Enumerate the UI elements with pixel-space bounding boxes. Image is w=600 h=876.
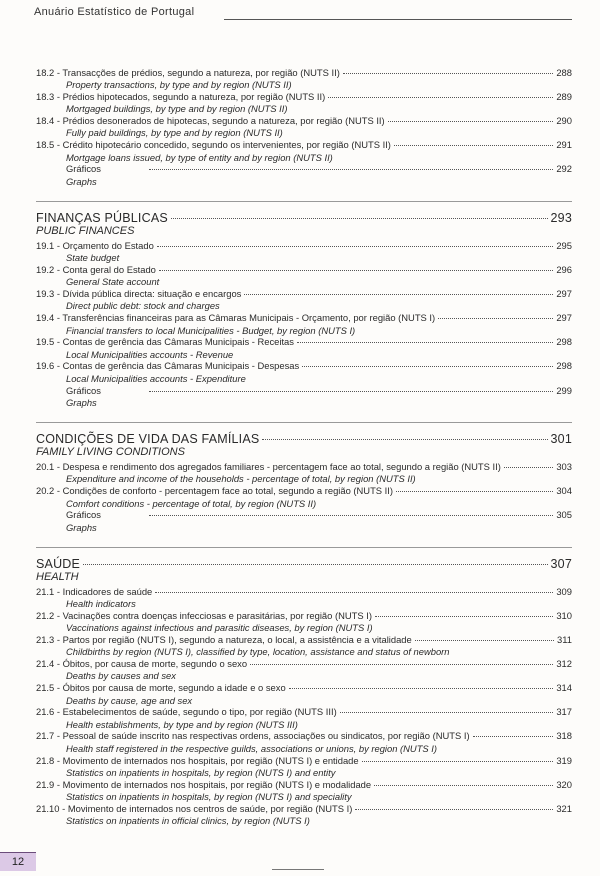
entry-title-pt: Indicadores de saúde bbox=[62, 585, 153, 597]
graphs-page: 305 bbox=[556, 509, 572, 521]
toc-entry[interactable] bbox=[36, 730, 572, 754]
toc-entry-line bbox=[36, 360, 572, 372]
entry-page: 303 bbox=[556, 461, 572, 473]
graphs-label-pt: Gráficos bbox=[66, 384, 101, 396]
entry-title-en: Comfort conditions - percentage of total, by region (NUTS II) bbox=[66, 497, 317, 509]
section-page: 307 bbox=[550, 556, 572, 571]
toc-entry[interactable] bbox=[36, 115, 572, 139]
toc-entry[interactable] bbox=[36, 336, 572, 360]
entry-title: 21.4 - Óbitos, por causa de morte, segundo o sexo bbox=[36, 658, 248, 670]
toc-entry-line bbox=[36, 336, 572, 348]
graphs-label-en: Graphs bbox=[66, 175, 97, 187]
entry-page: 310 bbox=[556, 610, 572, 621]
dot-leader bbox=[355, 809, 553, 810]
entry-title: 21.5 - Óbitos por causa de morte, segundo a idade e o sexo bbox=[36, 682, 286, 694]
graphs-label-en: Graphs bbox=[66, 521, 97, 533]
toc-entry-line bbox=[36, 610, 572, 622]
toc-entry-line bbox=[36, 485, 572, 497]
entry-number: 21.6 bbox=[36, 706, 55, 718]
entry-title-en: Health indicators bbox=[66, 598, 136, 610]
toc-entry-line bbox=[36, 779, 572, 791]
entry-title-en: Health staff registered in the respective guilds, associations or unions, by region (NUTS I) bbox=[66, 742, 438, 754]
graphs-label-pt: Gráficos bbox=[66, 509, 101, 521]
footer-rule bbox=[272, 869, 324, 870]
toc-entry-line bbox=[36, 288, 572, 300]
entry-page: 314 bbox=[556, 682, 572, 694]
toc-section bbox=[36, 422, 572, 534]
entry-title-pt: Vacinações contra doenças infecciosas e parasitárias, por região (NUTS I) bbox=[62, 610, 372, 621]
entry-title-pt: Crédito hipotecário concedido, segundo os intervenientes, por região (NUTS II) bbox=[62, 139, 391, 151]
entry-number: 20.1 bbox=[36, 461, 55, 473]
entry-title-pt: Estabelecimentos de saúde, segundo o tipo, por região (NUTS III) bbox=[62, 706, 337, 718]
dot-leader bbox=[149, 169, 553, 170]
entry-title-pt: Óbitos por causa de morte, segundo a idade e o sexo bbox=[62, 682, 286, 694]
entry-number: 19.2 bbox=[36, 264, 55, 276]
entry-title: 21.6 - Estabelecimentos de saúde, segundo o tipo, por região (NUTS III) bbox=[36, 706, 337, 718]
entry-number: 21.9 bbox=[36, 778, 55, 790]
entry-title-pt: Transacções de prédios, segundo a natureza, por região (NUTS II) bbox=[62, 67, 340, 78]
toc-entry[interactable] bbox=[36, 485, 572, 509]
toc-entry[interactable] bbox=[36, 240, 572, 264]
entry-title-en: General State account bbox=[66, 276, 160, 288]
entry-title: 19.1 - Orçamento do Estado bbox=[36, 239, 154, 251]
dot-leader bbox=[262, 439, 547, 440]
section-heading[interactable] bbox=[36, 211, 572, 225]
entry-title-pt: Movimento de internados nos hospitais, por região (NUTS I) e entidade bbox=[62, 754, 359, 766]
toc-entry-line bbox=[36, 658, 572, 670]
entry-page: 311 bbox=[557, 634, 572, 646]
dot-leader bbox=[328, 97, 553, 98]
toc-entry-line bbox=[36, 755, 572, 767]
entry-title-en: Statistics on inpatients in hospitals, by region (NUTS I) and speciality bbox=[66, 790, 352, 802]
toc-entry[interactable] bbox=[36, 610, 572, 634]
graphs-label-en: Graphs bbox=[66, 396, 97, 408]
entry-title-pt: Contas de gerência das Câmaras Municipais - Receitas bbox=[62, 336, 294, 348]
dot-leader bbox=[362, 761, 554, 762]
dot-leader bbox=[343, 73, 554, 74]
entry-title-pt: Contas de gerência das Câmaras Municipais - Despesas bbox=[62, 360, 300, 372]
entry-number: 21.1 bbox=[36, 585, 55, 597]
entry-title: 19.2 - Conta geral do Estado bbox=[36, 264, 156, 276]
entry-title: 21.1 - Indicadores de saúde bbox=[36, 585, 153, 597]
toc-entry-line bbox=[36, 91, 572, 103]
entry-number: 19.6 bbox=[36, 360, 55, 372]
entry-number: 19.1 bbox=[36, 239, 55, 251]
dot-leader bbox=[149, 515, 553, 516]
toc-entry-line bbox=[36, 264, 572, 276]
entry-title-pt: Pessoal de saúde inscrito nas respectivas ordens, associações ou sindicatos, por região (NUTS I) bbox=[62, 730, 470, 742]
toc-entry[interactable] bbox=[36, 312, 572, 336]
entry-title: 20.1 - Despesa e rendimento dos agregados familiares - percentagem face ao total, segundo a região (NUTS II) bbox=[36, 461, 501, 473]
toc-entry-line bbox=[36, 730, 572, 742]
entry-title: 21.7 - Pessoal de saúde inscrito nas respectivas ordens, associações ou sindicatos, por região (NUTS I) bbox=[36, 730, 470, 742]
entry-title-pt: Transferências financeiras para as Câmaras Municipais - Orçamento, por região (NUTS I) bbox=[62, 312, 436, 324]
toc-section bbox=[36, 547, 572, 827]
entry-title-en: Expenditure and income of the households - percentage of total, by region (NUTS II) bbox=[66, 473, 416, 485]
entry-title: 19.4 - Transferências financeiras para as Câmaras Municipais - Orçamento, por região (NUTS I) bbox=[36, 312, 436, 324]
toc-entry[interactable] bbox=[36, 67, 572, 91]
toc-entry-line bbox=[36, 803, 572, 815]
entry-page: 318 bbox=[556, 730, 572, 742]
section-title-pt: SAÚDE bbox=[36, 556, 81, 571]
section-title-en: HEALTH bbox=[36, 570, 79, 583]
entry-title: 19.5 - Contas de gerência das Câmaras Municipais - Receitas bbox=[36, 336, 294, 348]
entry-title-en: Mortgaged buildings, by type and by region (NUTS II) bbox=[66, 103, 288, 115]
entry-title-pt: Óbitos, por causa de morte, segundo o sexo bbox=[62, 658, 248, 670]
entry-page: 298 bbox=[556, 360, 572, 372]
entry-page: 309 bbox=[556, 585, 572, 597]
dot-leader bbox=[250, 664, 553, 665]
toc-entry[interactable] bbox=[36, 658, 572, 682]
dot-leader bbox=[394, 145, 553, 146]
toc-entry[interactable] bbox=[36, 91, 572, 115]
entry-title: 21.9 - Movimento de internados nos hospitais, por região (NUTS I) e modalidade bbox=[36, 778, 372, 790]
entry-number: 21.5 bbox=[36, 682, 55, 694]
entry-page: 297 bbox=[556, 288, 572, 300]
dot-leader bbox=[340, 712, 554, 713]
entry-number: 18.4 bbox=[36, 115, 55, 127]
entry-number: 18.2 bbox=[36, 67, 55, 78]
header-rule bbox=[224, 19, 572, 20]
toc-entry-line bbox=[36, 461, 572, 473]
entry-title: 18.4 - Prédios desonerados de hipotecas, segundo a natureza, por região (NUTS II) bbox=[36, 115, 385, 127]
entry-number: 21.10 bbox=[36, 802, 60, 814]
toc-entry[interactable] bbox=[36, 288, 572, 312]
graphs-entry[interactable] bbox=[36, 385, 572, 410]
graphs-line bbox=[66, 163, 572, 175]
entry-title: 21.8 - Movimento de internados nos hospitais, por região (NUTS I) e entidade bbox=[36, 754, 359, 766]
entry-title-en: Financial transfers to local Municipalities - Budget, by region (NUTS I) bbox=[66, 324, 356, 336]
entry-page: 290 bbox=[556, 115, 572, 127]
entry-title-en: Fully paid buildings, by type and by region (NUTS II) bbox=[66, 127, 283, 139]
entry-page: 320 bbox=[556, 778, 572, 790]
entry-number: 19.5 bbox=[36, 336, 55, 348]
toc-entry-line bbox=[36, 634, 572, 646]
entry-title-pt: Prédios desonerados de hipotecas, segundo a natureza, por região (NUTS II) bbox=[62, 115, 385, 127]
entry-title-pt: Partos por região (NUTS I), segundo a natureza, o local, a assistência e a vitalidade bbox=[62, 634, 412, 646]
section-title-en: PUBLIC FINANCES bbox=[36, 224, 135, 237]
dot-leader bbox=[159, 270, 553, 271]
toc-entry-line bbox=[36, 139, 572, 151]
entry-page: 321 bbox=[556, 802, 572, 814]
toc-section bbox=[36, 201, 572, 409]
entry-title: 18.5 - Crédito hipotecário concedido, segundo os intervenientes, por região (NUTS II) bbox=[36, 139, 391, 151]
entry-page: 288 bbox=[556, 67, 572, 78]
toc-entry-line bbox=[36, 312, 572, 324]
dot-leader bbox=[244, 294, 553, 295]
toc-entry-line bbox=[36, 586, 572, 598]
toc-entry[interactable] bbox=[36, 779, 572, 803]
entry-title: 21.10 - Movimento de internados nos centros de saúde, por região (NUTS I) bbox=[36, 802, 353, 814]
entry-title-en: State budget bbox=[66, 252, 120, 264]
dot-leader bbox=[375, 616, 553, 617]
graphs-line bbox=[66, 509, 572, 521]
entry-page: 304 bbox=[556, 485, 572, 497]
entry-title-en: Deaths by cause, age and sex bbox=[66, 694, 193, 706]
entry-title: 20.2 - Condições de conforto - percentagem face ao total, segundo a região (NUTS II) bbox=[36, 485, 393, 497]
dot-leader bbox=[302, 366, 553, 367]
entry-title-en: Childbirths by region (NUTS I), classified by type, location, assistance and status of newborn bbox=[66, 646, 450, 658]
entry-page: 297 bbox=[556, 312, 572, 324]
toc-entry[interactable] bbox=[36, 706, 572, 730]
graphs-label-pt: Gráficos bbox=[66, 163, 101, 175]
graphs-entry[interactable] bbox=[36, 509, 572, 534]
section-heading[interactable] bbox=[36, 557, 572, 571]
entry-page: 319 bbox=[556, 754, 572, 766]
entry-title-pt: Movimento de internados nos hospitais, por região (NUTS I) e modalidade bbox=[62, 778, 372, 790]
entry-number: 21.8 bbox=[36, 754, 55, 766]
toc-entry[interactable] bbox=[36, 634, 572, 658]
dot-leader bbox=[155, 592, 553, 593]
section-title-pt: FINANÇAS PÚBLICAS bbox=[36, 210, 168, 225]
entry-title-pt: Movimento de internados nos centros de saúde, por região (NUTS I) bbox=[67, 802, 353, 814]
toc-entry[interactable] bbox=[36, 755, 572, 779]
graphs-line bbox=[66, 385, 572, 397]
entry-title: 21.2 - Vacinações contra doenças infecciosas e parasitárias, por região (NUTS I) bbox=[36, 610, 372, 621]
entry-number: 21.7 bbox=[36, 730, 55, 742]
entry-title-en: Direct public debt: stock and charges bbox=[66, 300, 220, 312]
dot-leader bbox=[374, 785, 553, 786]
entry-title-en: Property transactions, by type and by region (NUTS II) bbox=[66, 79, 292, 91]
entry-title-en: Vaccinations against infectious and parasitic diseases, by region (NUTS I) bbox=[66, 622, 373, 634]
section-title-pt: CONDIÇÕES DE VIDA DAS FAMÍLIAS bbox=[36, 432, 260, 447]
toc-entry[interactable] bbox=[36, 461, 572, 485]
dot-leader bbox=[438, 318, 553, 319]
section-heading[interactable] bbox=[36, 432, 572, 446]
toc-entry[interactable] bbox=[36, 264, 572, 288]
toc-entry-line bbox=[36, 682, 572, 694]
entry-number: 21.3 bbox=[36, 634, 55, 646]
entry-number: 21.4 bbox=[36, 658, 55, 670]
table-of-contents bbox=[36, 67, 572, 827]
running-header: Anuário Estatístico de Portugal bbox=[34, 6, 195, 18]
entry-number: 21.2 bbox=[36, 610, 55, 621]
entry-page: 312 bbox=[556, 658, 572, 670]
entry-title-pt: Prédios hipotecados, segundo a natureza, por região (NUTS II) bbox=[62, 91, 326, 103]
entry-title-en: Deaths by causes and sex bbox=[66, 670, 176, 682]
entry-number: 20.2 bbox=[36, 485, 55, 497]
entry-page: 291 bbox=[556, 139, 572, 151]
entry-title-en: Statistics on inpatients in hospitals, by region (NUTS I) and entity bbox=[66, 766, 336, 778]
dot-leader bbox=[388, 121, 554, 122]
entry-number: 18.5 bbox=[36, 139, 55, 151]
toc-entry-line bbox=[36, 115, 572, 127]
toc-entry-line bbox=[36, 67, 572, 79]
entry-number: 19.4 bbox=[36, 312, 55, 324]
graphs-page: 292 bbox=[556, 163, 572, 175]
entry-title: 18.2 - Transacções de prédios, segundo a natureza, por região (NUTS II) bbox=[36, 67, 340, 78]
toc-entry[interactable] bbox=[36, 586, 572, 610]
entry-title-pt: Condições de conforto - percentagem face ao total, segundo a região (NUTS II) bbox=[62, 485, 393, 497]
entry-title-en: Local Municipalities accounts - Expenditure bbox=[66, 372, 246, 384]
entry-title-pt: Dívida pública directa: situação e encargos bbox=[62, 288, 242, 300]
graphs-page: 299 bbox=[556, 384, 572, 396]
dot-leader bbox=[83, 564, 547, 565]
entry-number: 19.3 bbox=[36, 288, 55, 300]
toc-entry-line bbox=[36, 706, 572, 718]
dot-leader bbox=[289, 688, 554, 689]
dot-leader bbox=[504, 467, 553, 468]
section-page: 293 bbox=[550, 210, 572, 225]
toc-entry[interactable] bbox=[36, 682, 572, 706]
page-number: 12 bbox=[0, 852, 36, 871]
entry-title: 19.6 - Contas de gerência das Câmaras Municipais - Despesas bbox=[36, 360, 300, 372]
dot-leader bbox=[171, 218, 548, 219]
entry-title: 21.3 - Partos por região (NUTS I), segundo a natureza, o local, a assistência e a vitalidade bbox=[36, 634, 412, 646]
toc-entry[interactable] bbox=[36, 139, 572, 163]
entry-page: 296 bbox=[556, 264, 572, 276]
entry-title-en: Statistics on inpatients in official clinics, by region (NUTS I) bbox=[66, 815, 310, 827]
toc-entry[interactable] bbox=[36, 803, 572, 827]
toc-entry-line bbox=[36, 240, 572, 252]
dot-leader bbox=[473, 736, 554, 737]
entry-title-en: Mortgage loans issued, by type of entity and by region (NUTS II) bbox=[66, 151, 333, 163]
entry-title-pt: Despesa e rendimento dos agregados familiares - percentagem face ao total, segundo a região (NUTS II) bbox=[62, 461, 501, 473]
entry-page: 317 bbox=[556, 706, 572, 718]
graphs-entry[interactable] bbox=[36, 163, 572, 188]
toc-section bbox=[36, 67, 572, 188]
entry-title-en: Local Municipalities accounts - Revenue bbox=[66, 348, 234, 360]
dot-leader bbox=[415, 640, 554, 641]
entry-page: 289 bbox=[556, 91, 572, 103]
entry-page: 298 bbox=[556, 336, 572, 348]
entry-title: 19.3 - Dívida pública directa: situação e encargos bbox=[36, 288, 242, 300]
dot-leader bbox=[297, 342, 553, 343]
dot-leader bbox=[149, 391, 553, 392]
dot-leader bbox=[157, 246, 554, 247]
toc-entry[interactable] bbox=[36, 360, 572, 384]
section-title-en: FAMILY LIVING CONDITIONS bbox=[36, 446, 185, 459]
entry-number: 18.3 bbox=[36, 91, 55, 103]
dot-leader bbox=[396, 491, 553, 492]
section-page: 301 bbox=[550, 432, 572, 447]
entry-title: 18.3 - Prédios hipotecados, segundo a natureza, por região (NUTS II) bbox=[36, 91, 326, 103]
entry-page: 295 bbox=[556, 239, 572, 251]
entry-title-en: Health establishments, by type and by region (NUTS III) bbox=[66, 718, 298, 730]
entry-title-pt: Orçamento do Estado bbox=[62, 239, 154, 251]
entry-title-pt: Conta geral do Estado bbox=[62, 264, 156, 276]
